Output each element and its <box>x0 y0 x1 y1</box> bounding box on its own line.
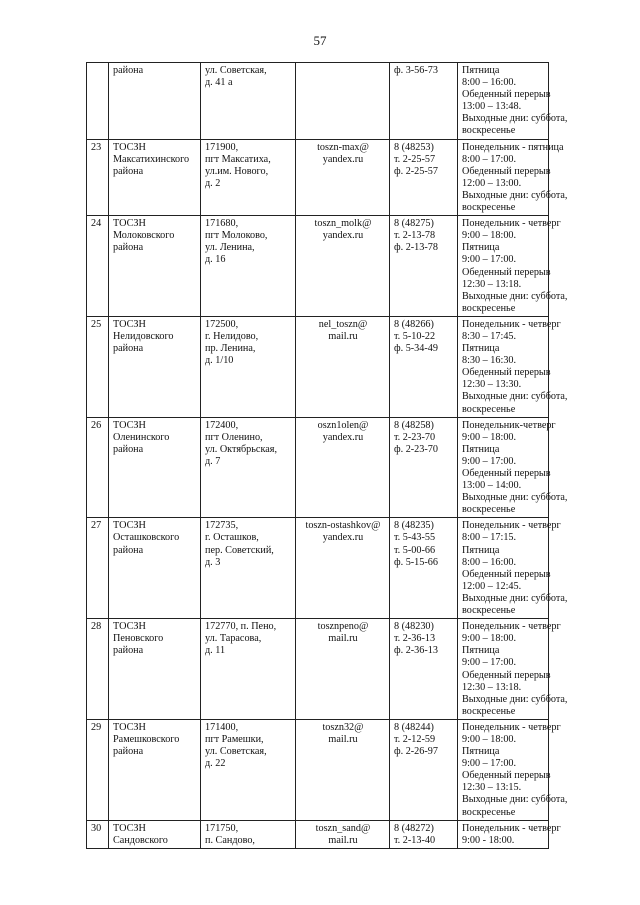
table-row <box>87 216 549 317</box>
working-hours-line: Пятница <box>462 443 500 455</box>
working-hours-line: Выходные дни: суббота, <box>462 693 568 705</box>
address-line: г. Осташков, <box>205 532 259 544</box>
office-name-line: района <box>113 544 144 556</box>
working-hours-line: Понедельник - четверг <box>462 721 561 733</box>
working-hours-line: воскресенье <box>462 705 516 717</box>
row-number: 30 <box>91 822 102 834</box>
address-cell <box>201 417 296 518</box>
working-hours-line: воскресенье <box>462 605 516 617</box>
email-line: toszn-ostashkov@ <box>305 520 381 532</box>
working-hours-line: 9:00 – 17:00. <box>462 254 517 266</box>
office-name-cell <box>109 216 201 317</box>
phone-line: 8 (48272) <box>394 822 434 834</box>
address-line: 172735, <box>205 520 239 532</box>
office-name-line: Рамешковского <box>113 733 180 745</box>
working-hours-cell <box>458 417 568 518</box>
working-hours-line: 13:00 – 13:48. <box>462 101 522 113</box>
phone-line: т. 2-25-57 <box>394 153 436 165</box>
address-line: 172500, <box>205 318 239 330</box>
working-hours-line: Понедельник - четверг <box>462 318 561 330</box>
contacts-table-body <box>87 63 568 849</box>
office-name-line: ТОСЗН <box>113 520 146 532</box>
address-line: ул. Ленина, <box>205 242 255 254</box>
office-name-line: Оленинского <box>113 431 170 443</box>
office-name-cell <box>109 820 201 848</box>
address-line: 171900, <box>205 141 239 153</box>
office-name-cell <box>109 63 201 140</box>
table-row <box>87 139 549 216</box>
phone-cell <box>390 316 458 417</box>
email-cell <box>296 820 390 848</box>
address-line: ул. Советская, <box>205 746 267 758</box>
phone-line: т. 2-13-40 <box>394 834 436 846</box>
working-hours-line: 8:00 – 16:00. <box>462 556 517 568</box>
working-hours-line: Пятница <box>462 242 500 254</box>
email-line: mail.ru <box>328 633 358 645</box>
row-number-cell <box>87 820 109 848</box>
office-name-cell <box>109 417 201 518</box>
address-line: пгт Рамешки, <box>205 733 264 745</box>
working-hours-line: Понедельник - четверг <box>462 218 561 230</box>
working-hours-line: воскресенье <box>462 504 516 516</box>
phone-line: ф. 5-15-66 <box>394 556 438 568</box>
row-number: 23 <box>91 141 102 153</box>
phone-line: т. 2-36-13 <box>394 633 436 645</box>
address-cell <box>201 518 296 619</box>
working-hours-line: Пятница <box>462 746 500 758</box>
office-name-line: района <box>113 343 144 355</box>
address-line: д. 7 <box>205 455 221 467</box>
email-cell <box>296 619 390 720</box>
address-line: пгт Оленино, <box>205 431 263 443</box>
address-line: ул. Октябрьская, <box>205 443 277 455</box>
row-number-cell <box>87 417 109 518</box>
row-number: 26 <box>91 419 102 431</box>
phone-line: 8 (48235) <box>394 520 434 532</box>
phone-line: 8 (48230) <box>394 621 434 633</box>
address-line: пгт Молоково, <box>205 230 268 242</box>
office-name-line: района <box>113 65 144 76</box>
office-name-line: района <box>113 165 144 177</box>
email-line: toszn-max@ <box>317 141 369 153</box>
phone-cell <box>390 417 458 518</box>
working-hours-line: 12:30 – 13:18. <box>462 278 522 290</box>
office-name-line: района <box>113 443 144 455</box>
working-hours-line: Понедельник - пятница <box>462 141 564 153</box>
row-number: 28 <box>91 621 102 633</box>
working-hours-line: 12:00 – 12:45. <box>462 580 522 592</box>
working-hours-line: 9:00 – 18:00. <box>462 431 517 443</box>
phone-cell <box>390 719 458 820</box>
address-line: пгт Максатиха, <box>205 153 271 165</box>
address-line: 172400, <box>205 419 239 431</box>
working-hours-line: 8:00 – 17:15. <box>462 532 517 544</box>
working-hours-line: Обеденный перерыв <box>462 669 551 681</box>
working-hours-line: Пятница <box>462 65 500 76</box>
address-cell <box>201 820 296 848</box>
page-number: 57 <box>313 33 327 48</box>
working-hours-line: Выходные дни: суббота, <box>462 189 568 201</box>
address-cell <box>201 63 296 140</box>
row-number-cell <box>87 63 109 140</box>
phone-line: ф. 2-36-13 <box>394 645 438 657</box>
email-line: toszn_molk@ <box>314 218 372 230</box>
working-hours-line: 12:30 – 13:15. <box>462 782 522 794</box>
phone-cell <box>390 518 458 619</box>
office-name-line: ТОСЗН <box>113 419 146 431</box>
row-number: 27 <box>91 520 102 532</box>
address-line: ул. Тарасова, <box>205 633 262 645</box>
address-line: г. Нелидово, <box>205 330 259 342</box>
address-line: пр. Ленина, <box>205 343 256 355</box>
office-name-line: ТОСЗН <box>113 621 146 633</box>
row-number: 29 <box>91 721 102 733</box>
address-cell <box>201 619 296 720</box>
address-line: пер. Советский, <box>205 544 274 556</box>
address-line: ул. Советская, <box>205 65 267 76</box>
phone-line: т. 5-00-66 <box>394 544 436 556</box>
address-cell <box>201 316 296 417</box>
address-line: д. 22 <box>205 758 226 770</box>
working-hours-line: Понедельник - четверг <box>462 822 561 834</box>
phone-line: т. 5-43-55 <box>394 532 436 544</box>
email-line: yandex.ru <box>322 230 364 242</box>
office-name-line: ТОСЗН <box>113 822 146 834</box>
working-hours-line: Пятница <box>462 544 500 556</box>
working-hours-line: 8:00 – 17:00. <box>462 153 517 165</box>
table-row <box>87 719 549 820</box>
office-name-line: Нелидовского <box>113 330 174 342</box>
address-line: д. 41 а <box>205 77 233 89</box>
row-number-cell <box>87 139 109 216</box>
working-hours-line: Выходные дни: суббота, <box>462 290 568 302</box>
office-name-line: ТОСЗН <box>113 318 146 330</box>
working-hours-line: воскресенье <box>462 403 516 415</box>
office-name-line: района <box>113 645 144 657</box>
phone-line: ф. 5-34-49 <box>394 343 438 355</box>
table-row <box>87 63 549 140</box>
working-hours-line: 8:30 – 17:45. <box>462 330 517 342</box>
phone-line: т. 2-13-78 <box>394 230 436 242</box>
working-hours-line: 9:00 - 18:00. <box>462 834 515 846</box>
email-cell <box>296 417 390 518</box>
working-hours-line: воскресенье <box>462 806 516 818</box>
address-line: д. 3 <box>205 556 221 568</box>
address-line: 171750, <box>205 822 239 834</box>
email-line: yandex.ru <box>322 532 364 544</box>
phone-line: т. 2-23-70 <box>394 431 436 443</box>
working-hours-line: 8:30 – 16:30. <box>462 355 517 367</box>
working-hours-cell <box>458 216 568 317</box>
row-number-cell <box>87 316 109 417</box>
address-line: д. 16 <box>205 254 226 266</box>
address-cell <box>201 139 296 216</box>
email-cell <box>296 518 390 619</box>
email-line: toszn32@ <box>322 721 364 733</box>
office-name-line: ТОСЗН <box>113 721 146 733</box>
table-row <box>87 417 549 518</box>
table-row <box>87 619 549 720</box>
phone-line: ф. 2-26-97 <box>394 746 438 758</box>
email-line: toszn_sand@ <box>315 822 371 834</box>
phone-cell <box>390 63 458 140</box>
working-hours-line: Выходные дни: суббота, <box>462 592 568 604</box>
office-name-line: Пеновского <box>113 633 164 645</box>
phone-line: т. 5-10-22 <box>394 330 436 342</box>
office-name-line: района <box>113 746 144 758</box>
address-line: д. 2 <box>205 177 221 189</box>
email-line: nel_toszn@ <box>318 318 368 330</box>
phone-line: ф. 2-23-70 <box>394 443 438 455</box>
phone-cell <box>390 820 458 848</box>
working-hours-line: 12:30 – 13:18. <box>462 681 522 693</box>
working-hours-line: Понедельник - четверг <box>462 520 561 532</box>
row-number: 24 <box>91 218 102 230</box>
office-name-line: Молоковского <box>113 230 175 242</box>
phone-cell <box>390 139 458 216</box>
phone-line: ф. 2-13-78 <box>394 242 438 254</box>
working-hours-cell <box>458 63 568 140</box>
email-cell <box>296 216 390 317</box>
working-hours-line: 9:00 – 18:00. <box>462 733 517 745</box>
email-cell <box>296 719 390 820</box>
address-line: 171400, <box>205 721 239 733</box>
phone-line: т. 2-12-59 <box>394 733 436 745</box>
working-hours-line: Выходные дни: суббота, <box>462 391 568 403</box>
office-name-cell <box>109 139 201 216</box>
phone-line: 8 (48253) <box>394 141 434 153</box>
working-hours-line: Пятница <box>462 645 500 657</box>
working-hours-line: 9:00 – 17:00. <box>462 758 517 770</box>
office-name-line: ТОСЗН <box>113 141 146 153</box>
working-hours-cell <box>458 719 568 820</box>
working-hours-line: воскресенье <box>462 302 516 314</box>
phone-line: ф. 2-25-57 <box>394 165 438 177</box>
working-hours-line: воскресенье <box>462 202 516 214</box>
working-hours-line: 9:00 – 18:00. <box>462 633 517 645</box>
working-hours-line: Понедельник - четверг <box>462 621 561 633</box>
phone-line: 8 (48275) <box>394 218 434 230</box>
email-line: tosznpeno@ <box>317 621 369 633</box>
phone-line: 8 (48266) <box>394 318 434 330</box>
phone-line: 8 (48244) <box>394 721 434 733</box>
phone-cell <box>390 216 458 317</box>
email-line: mail.ru <box>328 330 358 342</box>
table-row <box>87 820 549 848</box>
table-row <box>87 316 549 417</box>
working-hours-cell <box>458 518 568 619</box>
office-name-line: Максатихинского <box>113 153 190 165</box>
working-hours-line: 9:00 – 18:00. <box>462 230 517 242</box>
working-hours-cell <box>458 820 561 848</box>
email-line: mail.ru <box>328 733 358 745</box>
office-name-line: Осташковского <box>113 532 180 544</box>
address-line: д. 11 <box>205 645 226 657</box>
phone-line: ф. 3-56-73 <box>394 65 438 76</box>
office-name-cell <box>109 719 201 820</box>
table-row <box>87 518 549 619</box>
office-name-line: района <box>113 242 144 254</box>
email-line: mail.ru <box>328 834 358 846</box>
address-line: 171680, <box>205 218 239 230</box>
row-number-cell <box>87 518 109 619</box>
contacts-table <box>86 62 568 849</box>
email-line: yandex.ru <box>322 431 364 443</box>
email-cell <box>296 316 390 417</box>
row-number-cell <box>87 619 109 720</box>
working-hours-line: воскресенье <box>462 125 516 137</box>
working-hours-line: Обеденный перерыв <box>462 266 551 278</box>
working-hours-line: Обеденный перерыв <box>462 770 551 782</box>
email-line: oszn1olen@ <box>317 419 369 431</box>
working-hours-cell <box>458 619 568 720</box>
address-line: ул.им. Нового, <box>205 165 269 177</box>
working-hours-line: 9:00 – 17:00. <box>462 657 517 669</box>
working-hours-cell <box>458 316 568 417</box>
working-hours-line: Обеденный перерыв <box>462 568 551 580</box>
phone-cell <box>390 619 458 720</box>
working-hours-line: Выходные дни: суббота, <box>462 794 568 806</box>
working-hours-line: Понедельник-четверг <box>462 419 556 431</box>
email-cell <box>296 63 390 140</box>
office-name-cell <box>109 518 201 619</box>
address-line: д. 1/10 <box>205 355 234 367</box>
working-hours-line: 8:00 – 16:00. <box>462 77 517 89</box>
phone-line: 8 (48258) <box>394 419 434 431</box>
working-hours-line: Выходные дни: суббота, <box>462 113 568 125</box>
working-hours-line: Обеденный перерыв <box>462 89 551 101</box>
working-hours-line: Обеденный перерыв <box>462 468 551 479</box>
working-hours-cell <box>458 139 568 216</box>
office-name-line: ТОСЗН <box>113 218 146 230</box>
working-hours-line: 13:00 – 14:00. <box>462 480 522 492</box>
office-name-cell <box>109 619 201 720</box>
working-hours-line: 9:00 – 17:00. <box>462 455 517 467</box>
office-name-line: Сандовского <box>113 834 168 846</box>
email-cell <box>296 139 390 216</box>
address-line: 172770, п. Пено, <box>205 621 277 633</box>
working-hours-line: 12:30 – 13:30. <box>462 379 522 391</box>
working-hours-line: Выходные дни: суббота, <box>462 492 568 504</box>
address-cell <box>201 216 296 317</box>
working-hours-line: Обеденный перерыв <box>462 165 551 177</box>
working-hours-line: 12:00 – 13:00. <box>462 177 522 189</box>
row-number: 25 <box>91 318 102 330</box>
row-number-cell <box>87 719 109 820</box>
working-hours-line: Пятница <box>462 343 500 355</box>
email-line: yandex.ru <box>322 153 364 165</box>
row-number-cell <box>87 216 109 317</box>
working-hours-line: Обеденный перерыв <box>462 367 551 379</box>
address-cell <box>201 719 296 820</box>
address-line: п. Сандово, <box>205 834 255 846</box>
office-name-cell <box>109 316 201 417</box>
